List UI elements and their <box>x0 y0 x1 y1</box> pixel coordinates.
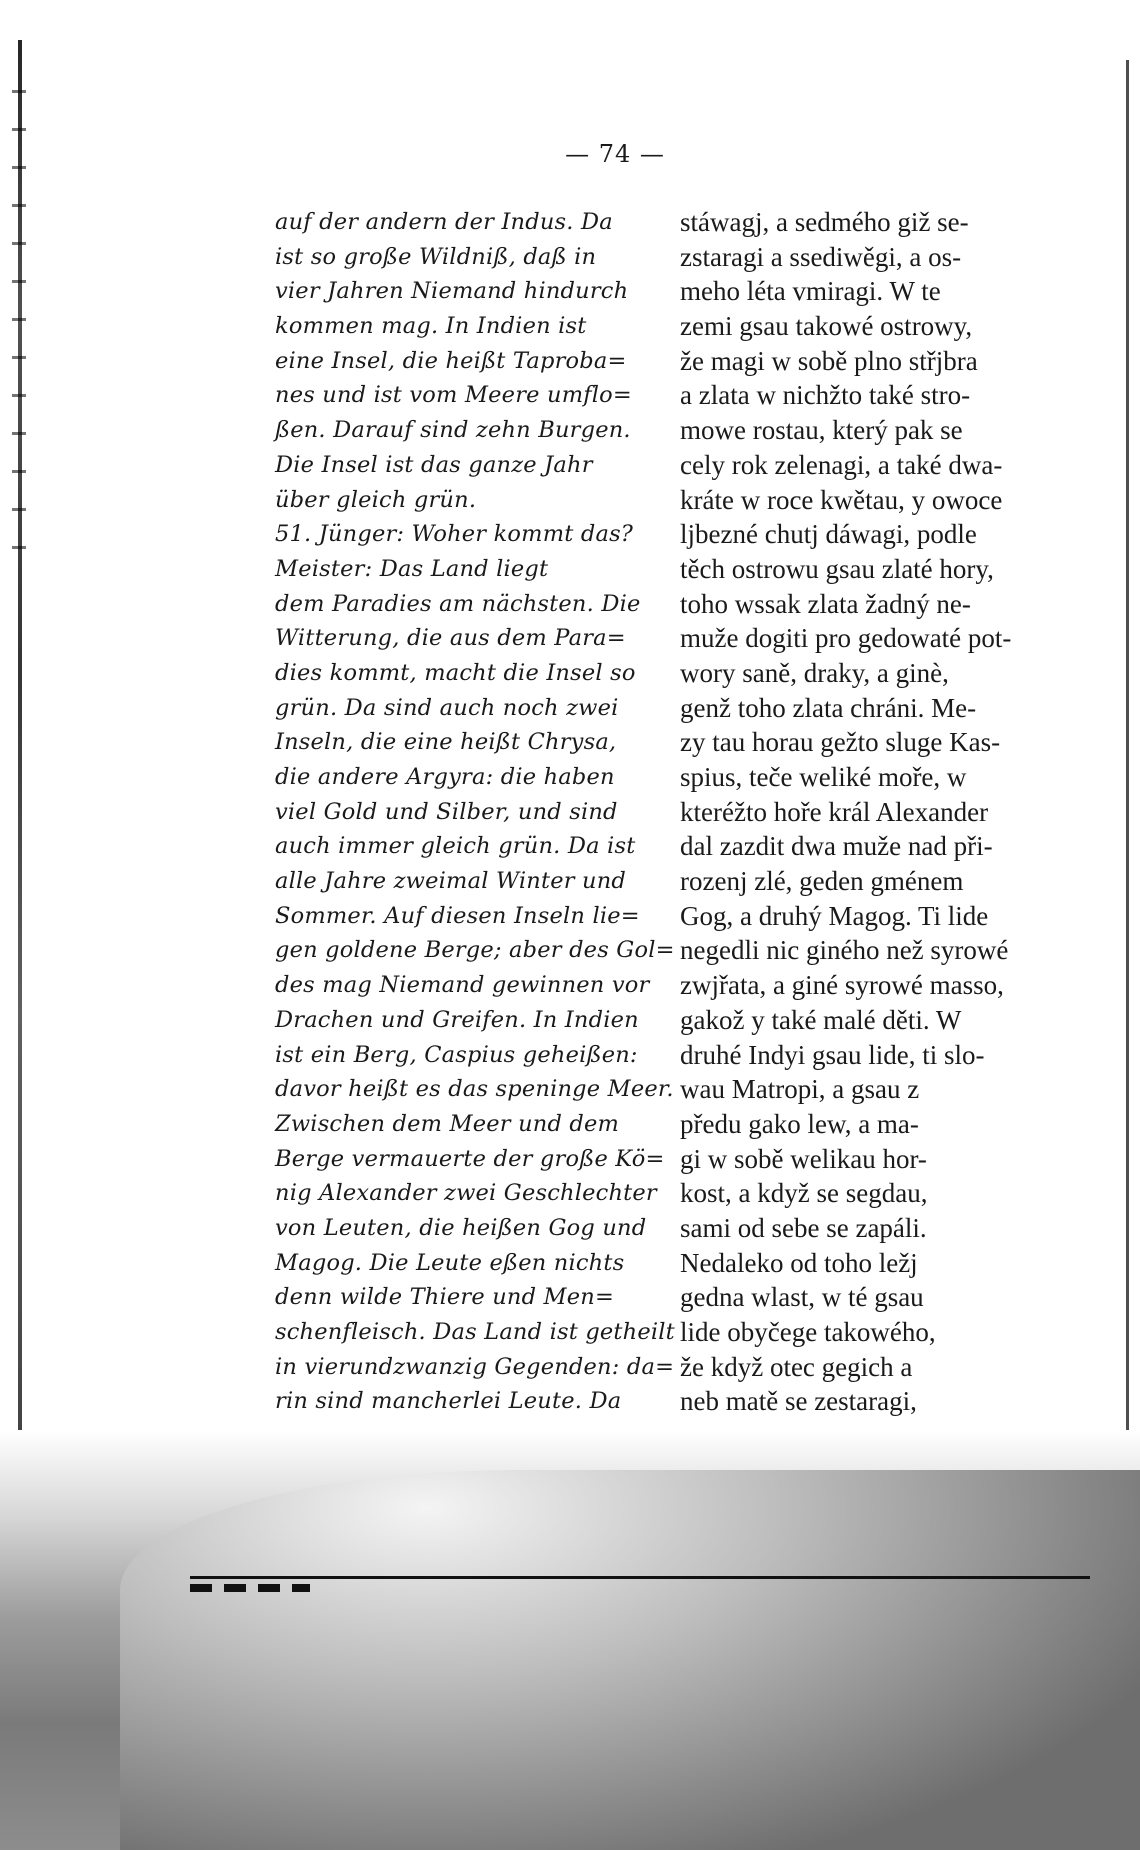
german-line: die andere Argyra: die haben <box>275 764 615 790</box>
czech-line: že magi w sobě plno střjbra <box>680 345 978 376</box>
czech-line: cely rok zelenagi, a také dwa- <box>680 449 1003 480</box>
german-line: auch immer gleich grün. Da ist <box>275 833 636 860</box>
czech-line: spius, teče weliké moře, w <box>680 762 967 792</box>
german-line: Sommer. Auf diesen Inseln lie= <box>275 902 640 929</box>
bottom-dash-marks <box>190 1584 310 1592</box>
page-number: — 74 — <box>565 140 665 168</box>
czech-line: zemi gsau takowé ostrowy, <box>680 311 973 342</box>
czech-line: zwjřata, a giné syrowé masso, <box>680 970 1004 1001</box>
czech-line: Gog, a druhý Magog. Ti lide <box>680 900 989 931</box>
czech-line: rozenj zlé, geden gménem <box>680 866 964 897</box>
czech-line: zstaragi a ssediwěgi, a os- <box>680 241 962 272</box>
czech-line: kost, a když se segdau, <box>680 1178 928 1209</box>
german-line: dem Paradies am nächsten. Die <box>275 590 641 617</box>
german-line: grün. Da sind auch noch zwei <box>275 694 619 721</box>
german-line: davor heißt es das speninge Meer. <box>275 1076 674 1103</box>
czech-line: kráte w roce kwětau, y owoce <box>680 484 1003 515</box>
czech-line: druhé Indyi gsau lide, ti slo- <box>680 1039 985 1070</box>
german-line: nes und ist vom Meere umflo= <box>275 382 632 409</box>
german-line: eine Insel, die heißt Taproba= <box>275 347 627 374</box>
czech-line: zy tau horau gežto sluge Kas- <box>680 727 1001 758</box>
german-line: gen goldene Berge; aber des Gol= <box>275 937 675 964</box>
czech-line: lide obyčege takowého, <box>680 1317 936 1347</box>
german-line: schenfleisch. Das Land ist getheilt <box>275 1319 675 1345</box>
german-line: in vierundzwanzig Gegenden: da= <box>275 1353 675 1380</box>
german-line: über gleich grün. <box>275 486 477 513</box>
german-line: dies kommt, macht die Insel so <box>275 659 636 686</box>
german-line: Zwischen dem Meer und dem <box>275 1110 620 1137</box>
german-line: rin sind mancherlei Leute. Da <box>275 1388 622 1415</box>
scanner-thumb-shadow <box>120 1470 1140 1850</box>
czech-line: wau Matropi, a gsau z <box>680 1074 920 1105</box>
czech-line: muže dogiti pro gedowaté pot- <box>680 623 1012 654</box>
german-line: des mag Niemand gewinnen vor <box>275 972 650 999</box>
german-line: denn wilde Thiere und Men= <box>275 1284 615 1311</box>
czech-line: těch ostrowu gsau zlaté hory, <box>680 553 994 584</box>
german-line: auf der andern der Indus. Da <box>275 209 613 235</box>
czech-line: neb matě se zestaragi, <box>680 1386 917 1417</box>
czech-line: wory saně, draky, a ginè, <box>680 657 949 688</box>
czech-line: sami od sebe se zapáli. <box>680 1212 927 1243</box>
czech-line: Nedaleko od toho ležj <box>680 1247 918 1278</box>
german-line: nig Alexander zwei Geschlechter <box>275 1180 657 1207</box>
german-line: ist ein Berg, Caspius geheißen: <box>275 1041 638 1068</box>
czech-line: a zlata w nichžto také stro- <box>680 380 971 411</box>
german-line: 51. Jünger: Woher kommt das? <box>275 521 634 548</box>
german-text-column <box>275 205 675 1419</box>
german-line: vier Jahren Niemand hindurch <box>275 278 629 305</box>
german-line: ßen. Darauf sind zehn Burgen. <box>275 417 631 444</box>
czech-line: ljbezné chutj dáwagi, podle <box>680 519 977 550</box>
czech-line: gi w sobě welikau hor- <box>680 1143 927 1174</box>
german-line: Magog. Die Leute eßen nichts <box>275 1249 625 1276</box>
czech-line: kteréžto hoře král Alexander <box>680 796 989 827</box>
czech-line: toho wssak zlata žadný ne- <box>680 588 971 619</box>
czech-text-column <box>680 205 1075 1419</box>
german-line: Witterung, die aus dem Para= <box>275 625 626 652</box>
german-line: von Leuten, die heißen Gog und <box>275 1214 647 1241</box>
czech-line: meho léta vmiragi. W te <box>680 276 941 307</box>
czech-line: gakož y také malé děti. W <box>680 1004 962 1035</box>
german-line: kommen mag. In Indien ist <box>275 313 587 340</box>
german-line: viel Gold und Silber, und sind <box>275 798 618 825</box>
german-line: Meister: Das Land liegt <box>275 555 549 582</box>
german-line: Inseln, die eine heißt Chrysa, <box>275 729 617 756</box>
german-line: Die Insel ist das ganze Jahr <box>275 451 593 478</box>
czech-line: gedna wlast, w té gsau <box>680 1282 924 1313</box>
right-page-edge <box>1126 60 1129 1430</box>
czech-line: stáwagj, a sedmého giž se- <box>680 207 969 237</box>
bottom-rule-line <box>190 1576 1090 1579</box>
czech-line: předu gako lew, a ma- <box>680 1108 919 1139</box>
czech-line: že když otec gegich a <box>680 1351 913 1382</box>
german-line: alle Jahre zweimal Winter und <box>275 868 627 895</box>
left-binding-marks <box>12 90 26 550</box>
czech-line: mowe rostau, který pak se <box>680 415 963 446</box>
czech-line: genž toho zlata chráni. Me- <box>680 692 977 723</box>
czech-line: negedli nic giného než syrowé <box>680 935 1009 966</box>
german-line: Drachen und Greifen. In Indien <box>275 1006 639 1033</box>
czech-line: dal zazdit dwa muže nad při- <box>680 831 993 862</box>
german-line: Berge vermauerte der große Kö= <box>275 1145 665 1172</box>
german-line: ist so große Wildniß, daß in <box>275 243 597 270</box>
